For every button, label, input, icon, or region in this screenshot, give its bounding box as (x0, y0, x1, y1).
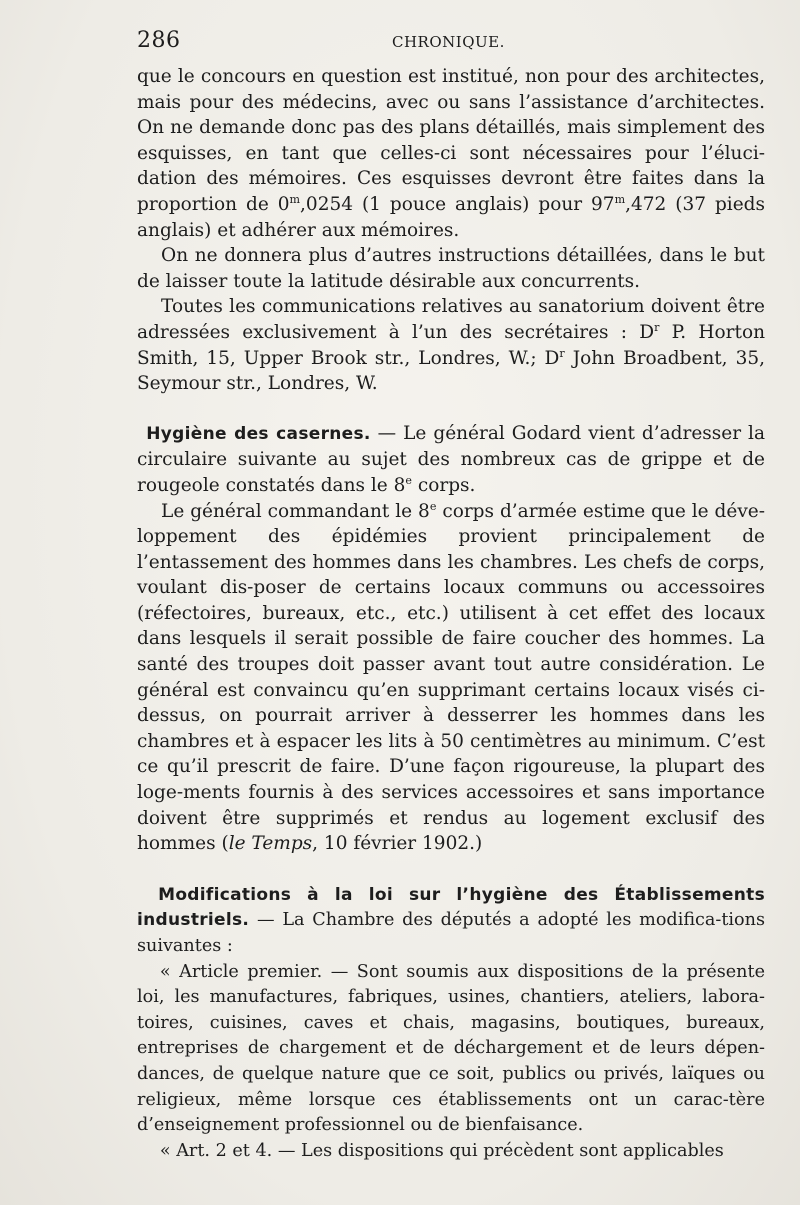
page-header (137, 28, 757, 58)
running-title: CHRONIQUE. (392, 33, 505, 51)
paragraph-article-2-4: « Art. 2 et 4. — Les dispositions qui précèdent sont applicables (159, 1140, 724, 1161)
paragraph-general-commandant: Le général commandant le 8e corps d’armée estime que le déve-loppement des épidémies provient principalement de l’entassement des hommes dans les chambres. Les chefs de corps, voulant dis-poser de certains locaux communs ou accessoires (réfectoires, bureaux, etc., etc.) utilisent à cet effet des locaux dans lesquels il serait possible de faire coucher des hommes. La santé des troupes doit passer avant tout autre considération. Le général est convaincu qu’en supprimant certains locaux visés ci-dessus, on pourrait arriver à desserrer les hommes dans les chambres et à espacer les lits à 50 centimètres au minimum. C’est ce qu’il prescrit de faire. D’une façon rigoureuse, la plupart des loge-ments fournis à des services accessoires et sans importance doivent être supprimés et rendus au logement exclusif des hommes (le Temps, 10 février 1902.) (137, 499, 765, 855)
section-heading: Modifications à la loi sur l’hygiène des Établissements industriels. (137, 884, 765, 931)
paragraph-article-premier: « Article premier. — Sont soumis aux dispositions de la présente loi, les manufactures, fabriques, usines, chantiers, ateliers, labora-toires, cuisines, caves et chais, magasins, boutiques, bureaux, entreprises de chargement et de déchargement et de leurs dépen-dances, de quelque nature que ce soit, publics ou privés, laïques ou religieux, même lorsque ces établissements ont un carac-tère d’enseignement professionnel ou de bienfaisance. (137, 961, 765, 1136)
paragraph-communications: Toutes les communications relatives au sanatorium doivent être adressées exclusivement à l’un des secrétaires : $D^r$ P. Horton Smith, 15, Upper Brook str., Londres, W.; $D^r$ John Broadbent, 35, Seymour str., Londres, W. (137, 296, 765, 395)
section-modifications-loi: Modifications à la loi sur l’hygiène des Établissements industriels. — La Chambre des députés a adopté les modifica-tions suivantes : (137, 884, 765, 956)
body-text (137, 64, 765, 1164)
paragraph-instructions: On ne donnera plus d’autres instructions détaillées, dans le but de laisser toute la latitude désirable aux concurrents. (137, 245, 765, 292)
section-hygiene-casernes: Hygiène des casernes. — Le général Godard vient d’adresser la circulaire suivante au sujet des nombreux cas de grippe et de rougeole constatés dans le 8e corps. (137, 422, 765, 496)
source-citation: le Temps (228, 833, 313, 855)
page-number: 286 (137, 28, 181, 53)
paragraph-concours: que le concours en question est institué, non pour des architectes, mais pour des médecins, avec ou sans l’assistance d’architectes. On ne demande donc pas des plans détaillés, mais simplement des esquisses, en tant que celles-ci sont nécessaires pour l’éluci-dation des mémoires. Ces esquisses devront être faites dans la proportion de 0$^m$,0254 (1 pouce anglais) pour 97$^m$,472 (37 pieds anglais) et adhérer aux mémoires. (137, 66, 765, 241)
section-heading: Hygiène des casernes. (146, 423, 371, 444)
